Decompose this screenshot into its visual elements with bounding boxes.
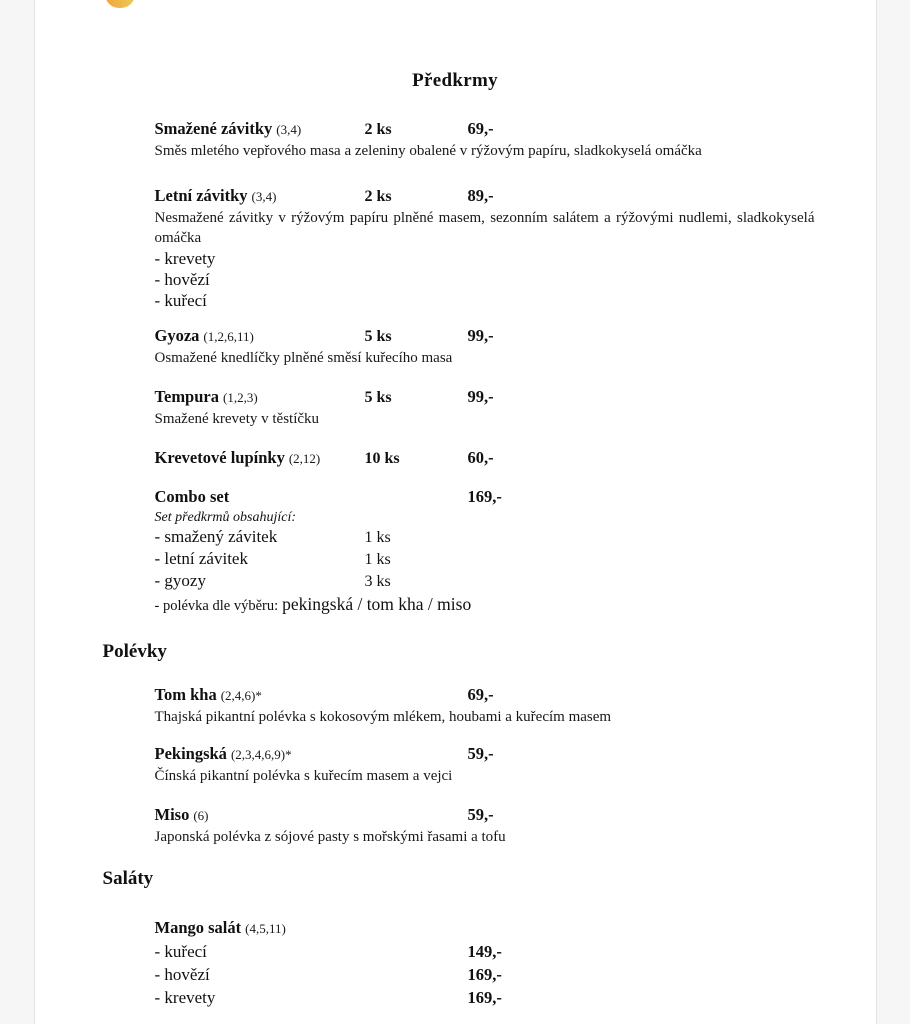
combo-content-quantity: 1 ks [364,529,391,546]
item-variant: - hovězí [154,270,210,289]
salad-variant-price: 149,- [467,942,502,961]
item-allergens: (4,5,11) [245,921,286,936]
item-allergens: (2,12) [288,451,321,466]
item-name-cell [155,804,365,827]
item-name-cell [155,684,365,707]
section-heading-appetizers: Předkrmy [412,70,498,91]
item-quantity: 10 ks [364,450,400,467]
item-header-row [155,486,876,509]
item-header-row [155,447,876,470]
item-header-row [155,185,876,208]
combo-content-row [155,548,876,570]
item-description: Smažené krevety v těstíčku [154,411,320,427]
item-name: Pekingská [154,744,227,763]
item-name: Letní závitky [154,186,248,205]
menu-item-pekingska [155,743,876,786]
item-price: 69,- [467,119,494,138]
item-header-row [155,917,876,940]
item-price: 99,- [467,326,494,345]
combo-content-quantity: 1 ks [364,551,391,568]
combo-soup-choice-options: pekingská / tom kha / miso [282,594,472,614]
item-name-cell [155,118,365,141]
combo-soup-choice-prefix: - polévka dle výběru: [154,598,279,614]
menu-item-tempura [155,386,876,429]
salad-variant-row [155,963,876,986]
section-heading-salads: Saláty [102,868,154,889]
item-variant: - kuřecí [154,291,207,310]
item-allergens: (1,2,6,11) [203,329,254,344]
item-name-cell [155,743,365,766]
item-name: Tom kha [154,685,217,704]
combo-set-note: Set předkrmů obsahující: [154,510,297,525]
menu-item-miso [155,804,876,847]
menu-item-combo-set [155,486,876,618]
combo-soup-choice-line [155,592,876,618]
item-quantity: 5 ks [364,328,392,345]
salad-variant-price: 169,- [467,988,502,1007]
menu-item-letni-zavitky [155,185,876,311]
item-allergens: (2,3,4,6,9)* [230,747,292,762]
item-quantity: 2 ks [364,121,392,138]
combo-content-label: - letní závitek [154,549,248,568]
salad-variant-label: - kuřecí [154,942,207,961]
salad-variant-price: 169,- [467,965,502,984]
item-name-cell [155,917,365,940]
combo-content-quantity: 3 ks [364,573,391,590]
item-price: 89,- [467,186,494,205]
item-header-row [155,804,876,827]
item-price: 169,- [467,487,502,506]
menu-item-mango-salat [155,917,876,1009]
salad-variant-label: - krevety [154,988,216,1007]
menu-item-tom-kha [155,684,876,727]
item-description: Osmažené knedlíčky plněné směsí kuřecího masa [154,350,453,366]
item-description: Thajská pikantní polévka s kokosovým mlékem, houbami a kuřecím masem [154,709,612,725]
item-description: Nesmažené závitky v rýžovým papíru plněné masem, sezonním salátem a rýžovými nudlemi, sladkokyselá omáčka [154,210,815,246]
salad-variant-label: - hovězí [154,965,210,984]
item-header-row [155,684,876,707]
menu-item-krevetove-lupinky [155,447,876,470]
item-name: Mango salát [154,918,242,937]
section-heading-soups: Polévky [102,641,167,662]
menu-page [34,0,877,1024]
menu-item-smazene-zavitky [155,118,876,161]
item-header-row [155,386,876,409]
item-name: Tempura [154,387,219,406]
menu-item-gyoza [155,325,876,368]
item-allergens: (3,4) [251,189,277,204]
item-name-cell [155,325,365,348]
item-quantity: 5 ks [364,389,392,406]
item-allergens: (2,4,6)* [220,688,262,703]
item-name-cell [155,185,365,208]
item-description: Japonská polévka z sójové pasty s mořskými řasami a tofu [154,829,506,845]
item-description: Čínská pikantní polévka s kuřecím masem a vejci [154,768,453,784]
item-header-row [155,325,876,348]
item-name-cell [155,486,365,509]
item-header-row [155,743,876,766]
salad-variant-row [155,986,876,1009]
item-price: 69,- [467,685,494,704]
item-name: Gyoza [154,326,200,345]
item-name-cell [155,447,365,470]
item-allergens: (6) [193,808,209,823]
combo-content-label: - smažený závitek [154,527,278,546]
item-name: Krevetové lupínky [154,448,285,467]
item-price: 99,- [467,387,494,406]
item-price: 59,- [467,805,494,824]
item-description: Směs mletého vepřového masa a zeleniny obalené v rýžovým papíru, sladkokyselá omáčka [154,143,702,159]
combo-content-label: - gyozy [154,571,206,590]
combo-content-row [155,570,876,592]
combo-content-row [155,526,876,548]
item-quantity: 2 ks [364,188,392,205]
item-header-row [155,118,876,141]
item-price: 59,- [467,744,494,763]
item-name: Smažené závitky [154,119,273,138]
item-name: Miso [154,805,190,824]
item-name: Combo set [154,487,230,506]
item-allergens: (3,4) [276,122,302,137]
item-variant: - krevety [154,249,216,268]
salad-variant-row [155,940,876,963]
logo-fragment-icon [105,0,135,8]
item-price: 60,- [467,448,494,467]
item-allergens: (1,2,3) [223,390,258,405]
item-name-cell [155,386,365,409]
